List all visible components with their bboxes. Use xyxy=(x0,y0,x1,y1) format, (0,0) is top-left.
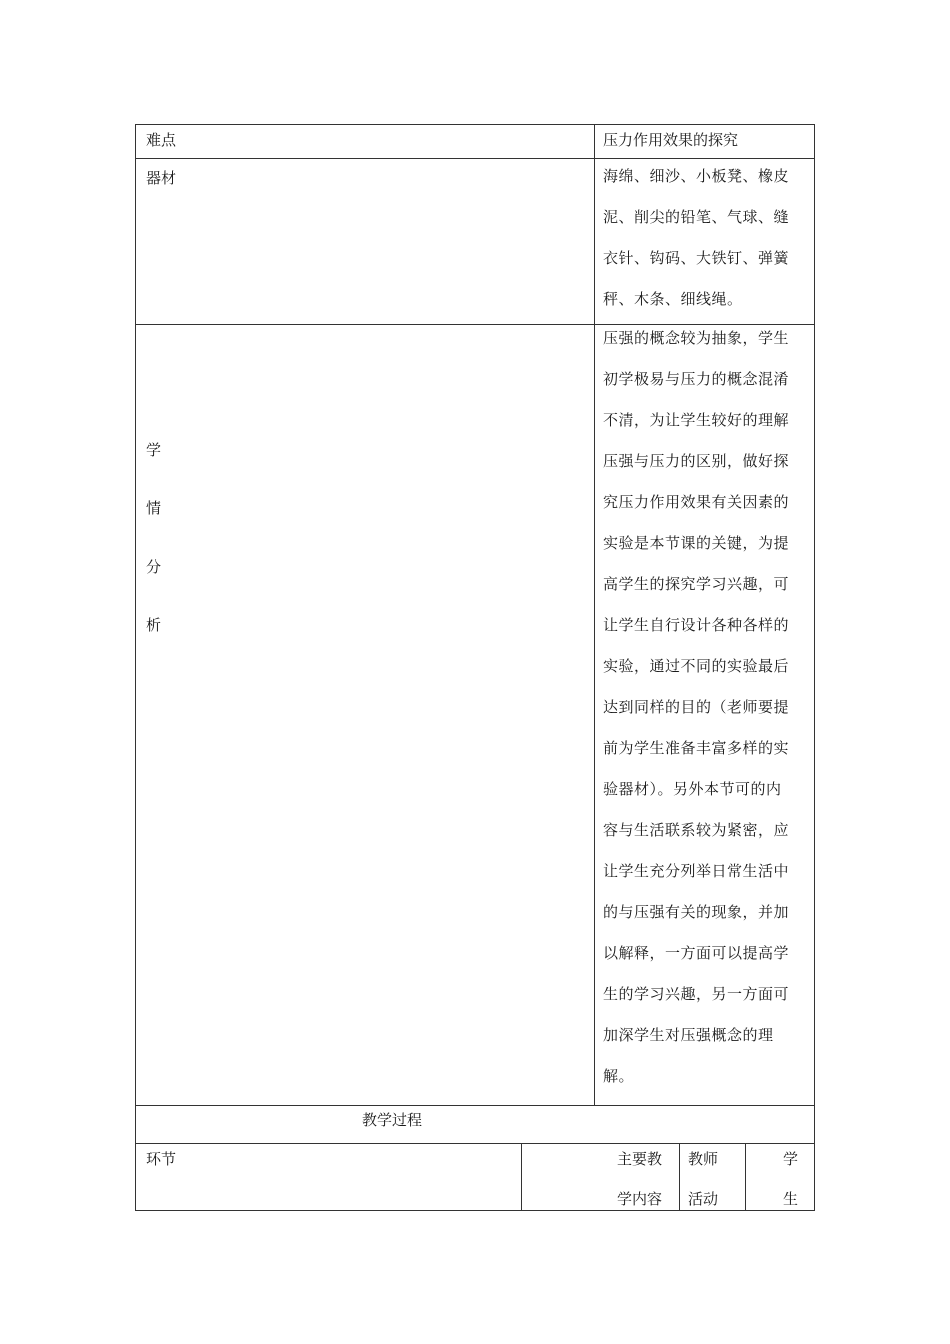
analysis-label-char: 学 xyxy=(146,441,162,459)
analysis-text xyxy=(603,318,809,1097)
equipment-line: 海绵、细沙、小板凳、橡皮 xyxy=(603,167,790,185)
student-header-line: 生 xyxy=(783,1190,799,1208)
column-divider xyxy=(521,1143,522,1211)
process-title: 教学过程 xyxy=(362,1111,423,1129)
analysis-line: 压强与压力的区别，做好探 xyxy=(603,452,790,470)
analysis-line: 达到同样的目的（老师要提 xyxy=(603,698,790,716)
content-header-line: 学内容 xyxy=(617,1190,663,1208)
analysis-line: 初学极易与压力的概念混淆 xyxy=(603,370,790,388)
content-header-line: 主要教 xyxy=(617,1150,663,1168)
analysis-line: 验器材）。另外本节可的内 xyxy=(603,780,782,798)
analysis-line: 的与压强有关的现象，并加 xyxy=(603,903,790,921)
column-divider xyxy=(594,124,595,1105)
analysis-line: 生的学习兴趣，另一方面可 xyxy=(603,985,790,1003)
equipment-line: 秤、木条、细线绳。 xyxy=(603,290,743,308)
column-divider xyxy=(745,1143,746,1211)
row-divider xyxy=(135,1143,815,1144)
analysis-line: 实验，通过不同的实验最后 xyxy=(603,657,790,675)
analysis-line: 高学生的探究学习兴趣，可 xyxy=(603,575,790,593)
analysis-label-char: 分 xyxy=(146,558,162,576)
analysis-line: 让学生充分列举日常生活中 xyxy=(603,862,790,880)
analysis-line: 不清，为让学生较好的理解 xyxy=(603,411,790,429)
difficulty-value: 压力作用效果的探究 xyxy=(603,131,739,149)
analysis-line: 实验是本节课的关键，为提 xyxy=(603,534,790,552)
teacher-header-line: 活动 xyxy=(688,1190,719,1208)
analysis-line: 究压力作用效果有关因素的 xyxy=(603,493,790,511)
equipment-line: 衣针、钩码、大铁钉、弹簧 xyxy=(603,249,790,267)
analysis-line: 前为学生准备丰富多样的实 xyxy=(603,739,790,757)
equipment-label: 器材 xyxy=(146,169,177,187)
analysis-line: 加深学生对压强概念的理 xyxy=(603,1026,774,1044)
student-header-line: 学 xyxy=(783,1150,799,1168)
equipment-list xyxy=(603,156,809,320)
row-divider xyxy=(135,1105,815,1106)
column-divider xyxy=(679,1143,680,1211)
stage-header: 环节 xyxy=(146,1150,177,1168)
analysis-line: 容与生活联系较为紧密，应 xyxy=(603,821,790,839)
analysis-line: 以解释，一方面可以提高学 xyxy=(603,944,790,962)
analysis-line: 让学生自行设计各种各样的 xyxy=(603,616,790,634)
equipment-line: 泥、削尖的铅笔、气球、缝 xyxy=(603,208,790,226)
analysis-line: 解。 xyxy=(603,1067,635,1085)
analysis-label-char: 析 xyxy=(146,616,162,634)
analysis-line: 压强的概念较为抽象，学生 xyxy=(603,329,790,347)
difficulty-label: 难点 xyxy=(146,131,177,149)
analysis-label-char: 情 xyxy=(146,499,162,517)
teacher-header-line: 教师 xyxy=(688,1150,719,1168)
